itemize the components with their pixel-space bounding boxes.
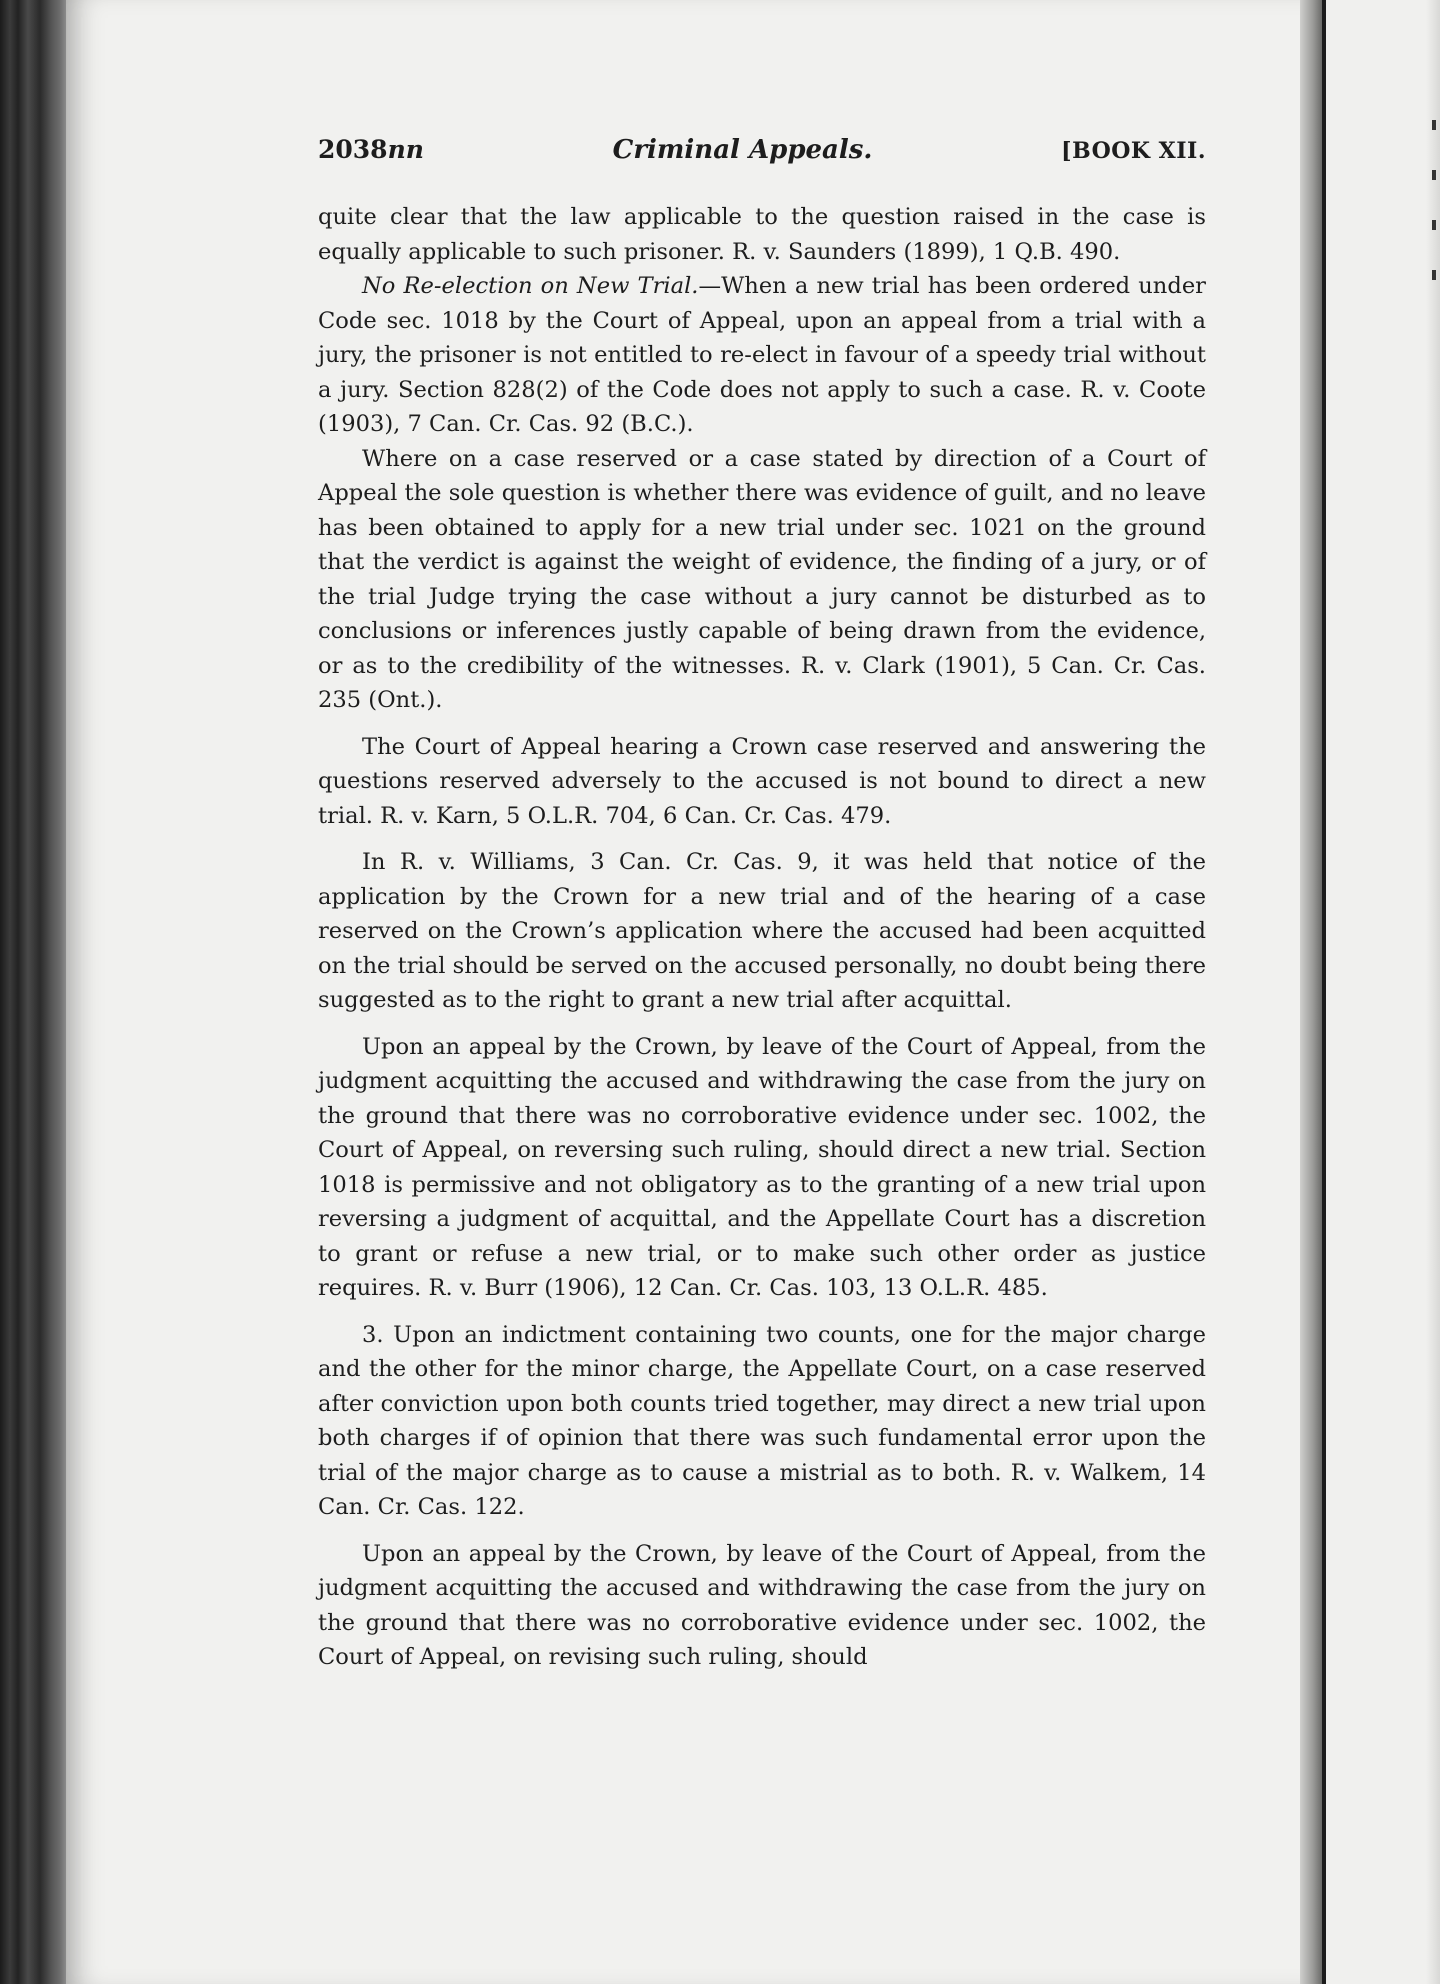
paragraph-continuation <box>318 200 1206 269</box>
page-number-digits: 2038 <box>318 135 388 164</box>
running-head <box>318 130 1206 170</box>
next-page-edge <box>1326 0 1440 1984</box>
paragraph-text: —When a new trial has been ordered under Code sec. 1018 by the Court of Appeal, upon an appeal from a trial with a jury, the prisoner is not entitled to re-elect in favour of a speedy trial without a jury. Section 828(2) of the Code does not apply to such a case. R. v. Coote (1903), 7 Can. Cr. Cas. 92 (B.C.). <box>318 273 1206 437</box>
fragment-mark <box>1432 220 1436 230</box>
fragment-mark <box>1432 120 1436 130</box>
page-number-suffix: nn <box>387 135 424 164</box>
paragraph-text: In R. v. Williams, 3 Can. Cr. Cas. 9, it was held that notice of the application by the Crown for a new trial and of the hearing of a case reserved on the Crown’s application where the accused had been acquitted on the trial should be served on the accused personally, no doubt being there suggested as to the right to grant a new trial after acquittal. <box>318 849 1206 1013</box>
paragraph-walkem <box>318 1318 1206 1525</box>
page-text-block <box>318 130 1206 1675</box>
paragraph-text: Upon an appeal by the Crown, by leave of the Court of Appeal, from the judgment acquitting the accused and withdrawing the case from the jury on the ground that there was no corroborative evidence under sec. 1002, the Court of Appeal, on revising such ruling, should <box>318 1540 1206 1670</box>
paragraph-text: 3. Upon an indictment containing two counts, one for the major charge and the other for the minor charge, the Appellate Court, on a case reserved after conviction upon both counts tried together, may direct a new trial upon both charges if of opinion that there was such fundamental error upon the trial of the major charge as to cause a mistrial as to both. R. v. Walkem, 14 Can. Cr. Cas. 122. <box>318 1321 1206 1520</box>
paragraph-no-re-election <box>318 269 1206 442</box>
paragraph-williams <box>318 845 1206 1018</box>
paragraph-side-heading: No Re-election on New Trial. <box>362 273 699 299</box>
fragment-mark <box>1432 170 1436 180</box>
fragment-mark <box>1432 270 1436 280</box>
paragraph-karn <box>318 730 1206 834</box>
paragraph-text: quite clear that the law applicable to the question raised in the case is equally applicable to such prisoner. R. v. Saunders (1899), 1 Q.B. 490. <box>318 204 1206 265</box>
paragraph-text: Where on a case reserved or a case stated by direction of a Court of Appeal the sole question is whether there was evidence of guilt, and no leave has been obtained to apply for a new trial under sec. 1021 on the ground that the verdict is against the weight of evidence, the finding of a jury, or of the trial Judge trying the case without a jury cannot be disturbed as to conclusions or inferences justly capable of being drawn from the evidence, or as to the credibility of the witnesses. R. v. Clark (1901), 5 Can. Cr. Cas. 235 (Ont.). <box>318 445 1206 713</box>
paragraph-clark <box>318 442 1206 718</box>
paragraph-text: The Court of Appeal hearing a Crown case reserved and answering the questions reserved adversely to the accused is not bound to direct a new trial. R. v. Karn, 5 O.L.R. 704, 6 Can. Cr. Cas. 479. <box>318 733 1206 829</box>
book-reference: [BOOK XII. <box>1061 138 1206 164</box>
next-page-text-fragments <box>1432 120 1440 380</box>
running-title: Criminal Appeals. <box>612 135 873 165</box>
book-spine-edge <box>0 0 66 1984</box>
paragraph-text: Upon an appeal by the Crown, by leave of the Court of Appeal, from the judgment acquitting the accused and withdrawing the case from the jury on the ground that there was no corroborative evidence under sec. 1002, the Court of Appeal, on reversing such ruling, should direct a new trial. Section 1018 is permissive and not obligatory as to the granting of a new trial upon reversing a judgment of acquittal, and the Appellate Court has a discretion to grant or refuse a new trial, or to make such other order as justice requires. R. v. Burr (1906), 12 Can. Cr. Cas. 103, 13 O.L.R. 485. <box>318 1033 1206 1301</box>
paragraph-crown-appeal <box>318 1537 1206 1675</box>
page-gutter-shadow <box>1300 0 1322 1984</box>
paragraph-burr <box>318 1030 1206 1306</box>
page-number <box>318 130 424 170</box>
